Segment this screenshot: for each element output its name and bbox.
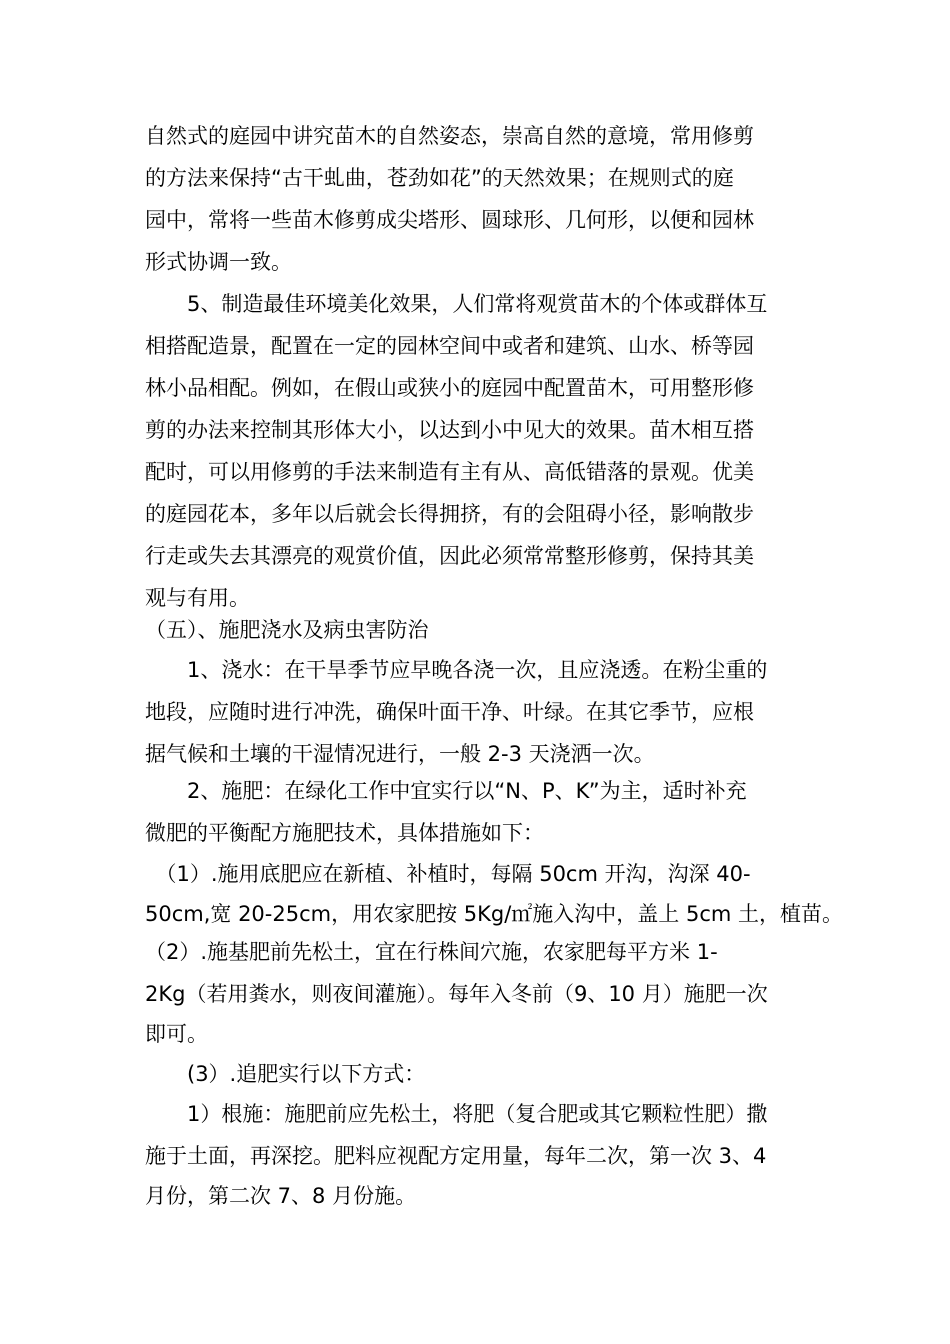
text-line: 1）根施：施肥前应先松土，将肥（复合肥或其它颗粒性肥）撒 [145, 1102, 768, 1126]
text-line: 行走或失去其漂亮的观赏价值，因此必须常常整形修剪，保持其美 [145, 544, 754, 568]
text-line: 相搭配造景，配置在一定的园林空间中或者和建筑、山水、桥等园 [145, 334, 754, 358]
text-line: 即可。 [145, 1022, 208, 1046]
text-line: （1）.施用底肥应在新植、补植时，每隔 50cm 开沟，沟深 40- [145, 862, 751, 886]
text-line: 的方法来保持“古干虬曲，苍劲如花”的天然效果；在规则式的庭 [145, 166, 734, 190]
text-line: 月份，第二次 7、8 月份施。 [145, 1184, 417, 1208]
text-line: 1、浇水：在干旱季节应早晚各浇一次，且应浇透。在粉尘重的 [145, 658, 768, 682]
text-line: （2）.施基肥前先松土，宜在行株间穴施，农家肥每平方米 1- [145, 940, 718, 964]
text-line: 微肥的平衡配方施肥技术，具体措施如下： [145, 821, 544, 845]
text-line: 据气候和土壤的干湿情况进行，一般 2-3 天浇洒一次。 [145, 742, 655, 766]
text-line: 2Kg（若用粪水，则夜间灌施）。每年入冬前（9、10 月）施肥一次 [145, 982, 768, 1006]
text-line: 5、制造最佳环境美化效果，人们常将观赏苗木的个体或群体互 [145, 292, 768, 316]
text-line: 地段，应随时进行冲洗，确保叶面干净、叶绿。在其它季节，应根 [145, 700, 754, 724]
text-line: 剪的办法来控制其形体大小，以达到小中见大的效果。苗木相互搭 [145, 418, 754, 442]
section-heading: （五）、施肥浇水及病虫害防治 [145, 618, 429, 642]
text-line: 林小品相配。例如，在假山或狭小的庭园中配置苗木，可用整形修 [145, 376, 754, 400]
text-line: 的庭园花本，多年以后就会长得拥挤，有的会阻碍小径，影响散步 [145, 502, 754, 526]
text-line: 观与有用。 [145, 586, 250, 610]
text-line: 园中，常将一些苗木修剪成尖塔形、圆球形、几何形，以便和园林 [145, 208, 754, 232]
text-line: 配时，可以用修剪的手法来制造有主有从、高低错落的景观。优美 [145, 460, 754, 484]
text-line: 2、施肥：在绿化工作中宜实行以“N、P、K”为主，适时补充 [145, 779, 747, 803]
text-line: 施于土面，再深挖。肥料应视配方定用量，每年二次，第一次 3、4 [145, 1144, 767, 1168]
text-line: 形式协调一致。 [145, 250, 292, 274]
text-line: (3）.追肥实行以下方式： [145, 1062, 426, 1086]
text-line: 自然式的庭园中讲究苗木的自然姿态，崇高自然的意境，常用修剪 [145, 124, 754, 148]
text-line: 50cm,宽 20-25cm，用农家肥按 5Kg/㎡施入沟中，盖上 5cm 土，植苗。 [145, 902, 844, 926]
